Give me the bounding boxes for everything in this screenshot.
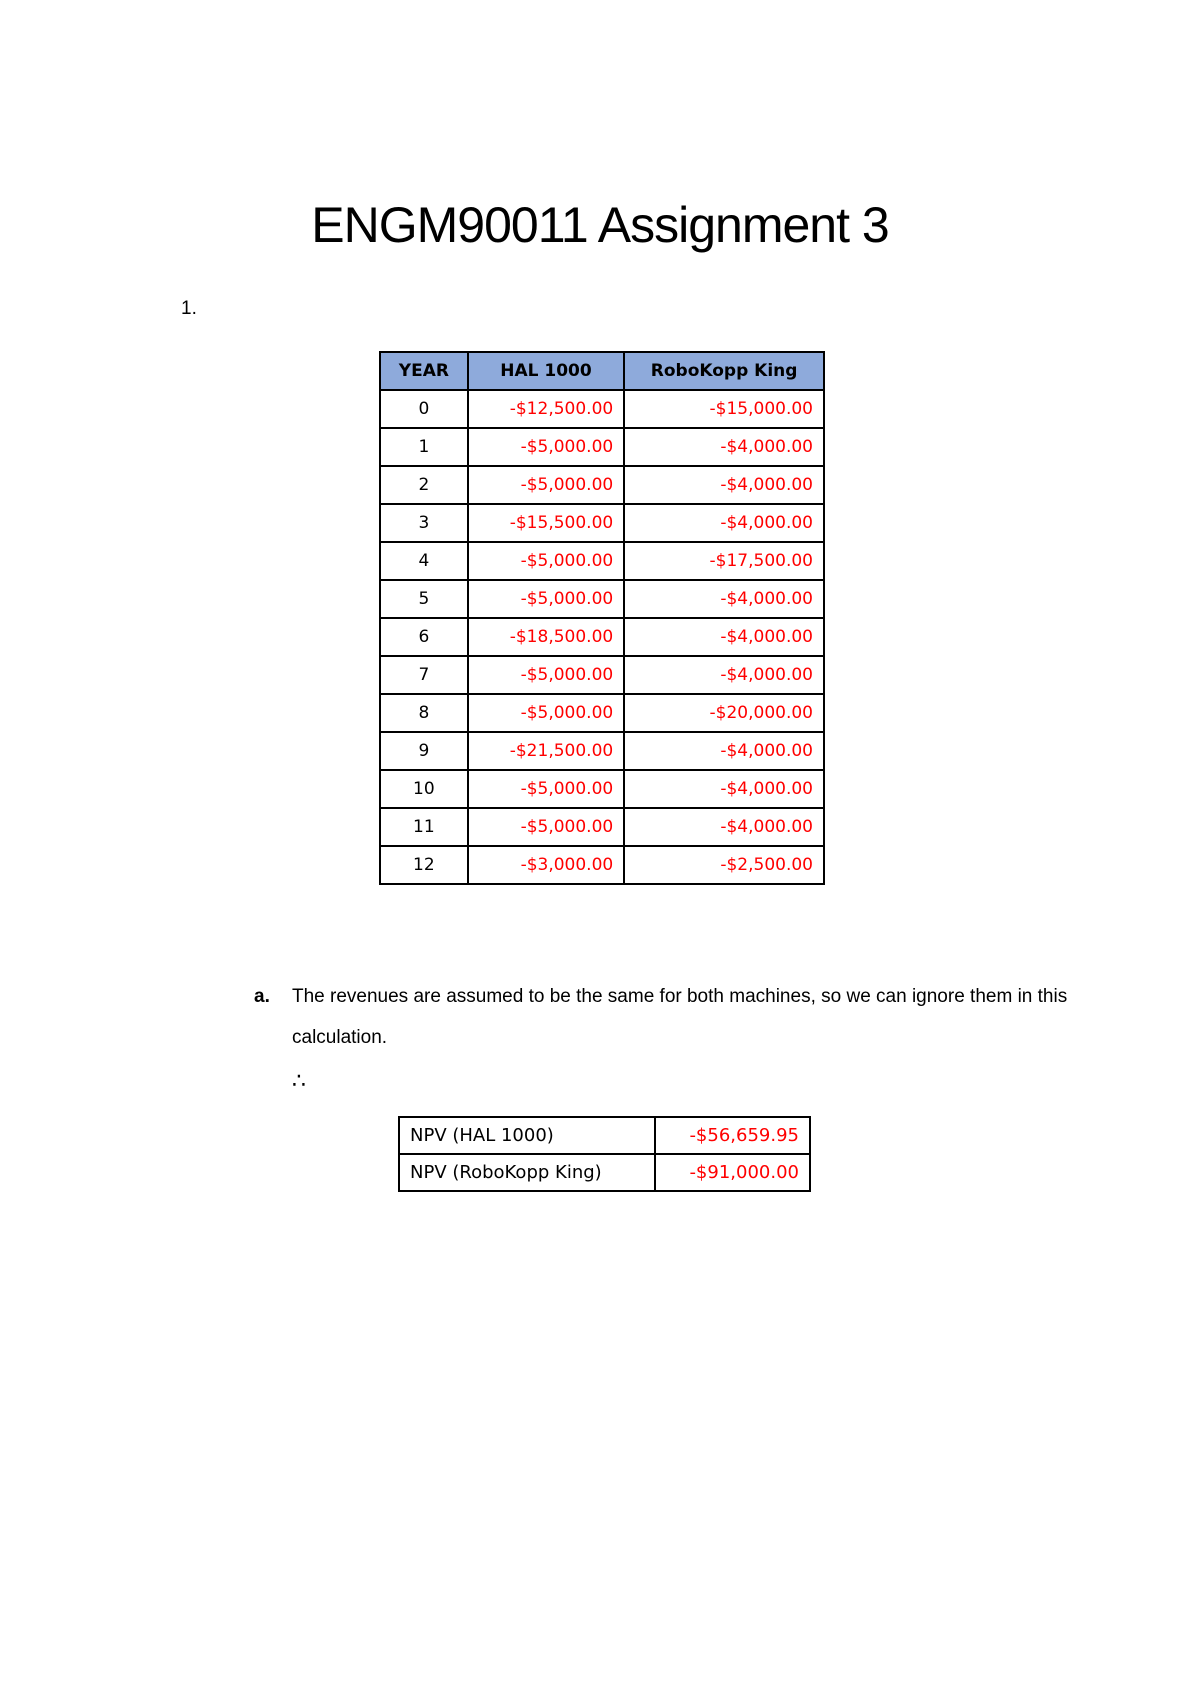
table-row xyxy=(380,770,824,808)
header-robokopp-king: RoboKopp King xyxy=(624,352,824,390)
hal-1000-cell: -$5,000.00 xyxy=(468,466,624,504)
year-cell: 2 xyxy=(380,466,468,504)
table-row xyxy=(380,390,824,428)
npv-row-hal-1000 xyxy=(399,1117,810,1154)
year-cell: 3 xyxy=(380,504,468,542)
therefore-symbol: ∴ xyxy=(292,1068,306,1093)
year-cell: 1 xyxy=(380,428,468,466)
hal-1000-cell: -$5,000.00 xyxy=(468,656,624,694)
table-row xyxy=(380,846,824,884)
year-cell: 5 xyxy=(380,580,468,618)
year-cell: 8 xyxy=(380,694,468,732)
table-row xyxy=(380,694,824,732)
robokopp-king-cell: -$4,000.00 xyxy=(624,428,824,466)
table-row xyxy=(380,466,824,504)
table-row xyxy=(380,618,824,656)
table-row xyxy=(380,504,824,542)
cashflow-table-body xyxy=(380,390,824,884)
year-cell: 9 xyxy=(380,732,468,770)
header-year: YEAR xyxy=(380,352,468,390)
robokopp-king-cell: -$4,000.00 xyxy=(624,504,824,542)
table-row xyxy=(380,656,824,694)
robokopp-king-cell: -$2,500.00 xyxy=(624,846,824,884)
npv-value: -$91,000.00 xyxy=(655,1154,810,1191)
robokopp-king-cell: -$15,000.00 xyxy=(624,390,824,428)
answer-marker: a. xyxy=(254,986,270,1007)
table-row xyxy=(380,580,824,618)
robokopp-king-cell: -$4,000.00 xyxy=(624,656,824,694)
robokopp-king-cell: -$17,500.00 xyxy=(624,542,824,580)
year-cell: 7 xyxy=(380,656,468,694)
year-cell: 11 xyxy=(380,808,468,846)
page-title: ENGM90011 Assignment 3 xyxy=(311,197,889,253)
year-cell: 6 xyxy=(380,618,468,656)
answer-a xyxy=(254,976,1074,1058)
robokopp-king-cell: -$4,000.00 xyxy=(624,580,824,618)
hal-1000-cell: -$3,000.00 xyxy=(468,846,624,884)
hal-1000-cell: -$5,000.00 xyxy=(468,808,624,846)
year-cell: 0 xyxy=(380,390,468,428)
robokopp-king-cell: -$4,000.00 xyxy=(624,466,824,504)
hal-1000-cell: -$5,000.00 xyxy=(468,428,624,466)
year-cell: 4 xyxy=(380,542,468,580)
npv-table xyxy=(398,1116,811,1192)
hal-1000-cell: -$5,000.00 xyxy=(468,770,624,808)
hal-1000-cell: -$18,500.00 xyxy=(468,618,624,656)
hal-1000-cell: -$5,000.00 xyxy=(468,694,624,732)
npv-label: NPV (HAL 1000) xyxy=(399,1117,655,1154)
npv-value: -$56,659.95 xyxy=(655,1117,810,1154)
table-row xyxy=(380,808,824,846)
robokopp-king-cell: -$4,000.00 xyxy=(624,770,824,808)
year-cell: 12 xyxy=(380,846,468,884)
robokopp-king-cell: -$4,000.00 xyxy=(624,808,824,846)
table-header-row xyxy=(380,352,824,390)
hal-1000-cell: -$21,500.00 xyxy=(468,732,624,770)
header-hal-1000: HAL 1000 xyxy=(468,352,624,390)
hal-1000-cell: -$15,500.00 xyxy=(468,504,624,542)
npv-label: NPV (RoboKopp King) xyxy=(399,1154,655,1191)
hal-1000-cell: -$12,500.00 xyxy=(468,390,624,428)
robokopp-king-cell: -$4,000.00 xyxy=(624,618,824,656)
cashflow-table xyxy=(379,351,825,885)
hal-1000-cell: -$5,000.00 xyxy=(468,542,624,580)
table-row xyxy=(380,732,824,770)
table-row xyxy=(380,428,824,466)
hal-1000-cell: -$5,000.00 xyxy=(468,580,624,618)
question-number: 1. xyxy=(181,298,197,319)
answer-text: The revenues are assumed to be the same for both machines, so we can ignore them in this calculation. xyxy=(292,986,1068,1048)
robokopp-king-cell: -$4,000.00 xyxy=(624,732,824,770)
robokopp-king-cell: -$20,000.00 xyxy=(624,694,824,732)
npv-row-robokopp-king xyxy=(399,1154,810,1191)
year-cell: 10 xyxy=(380,770,468,808)
table-row xyxy=(380,542,824,580)
